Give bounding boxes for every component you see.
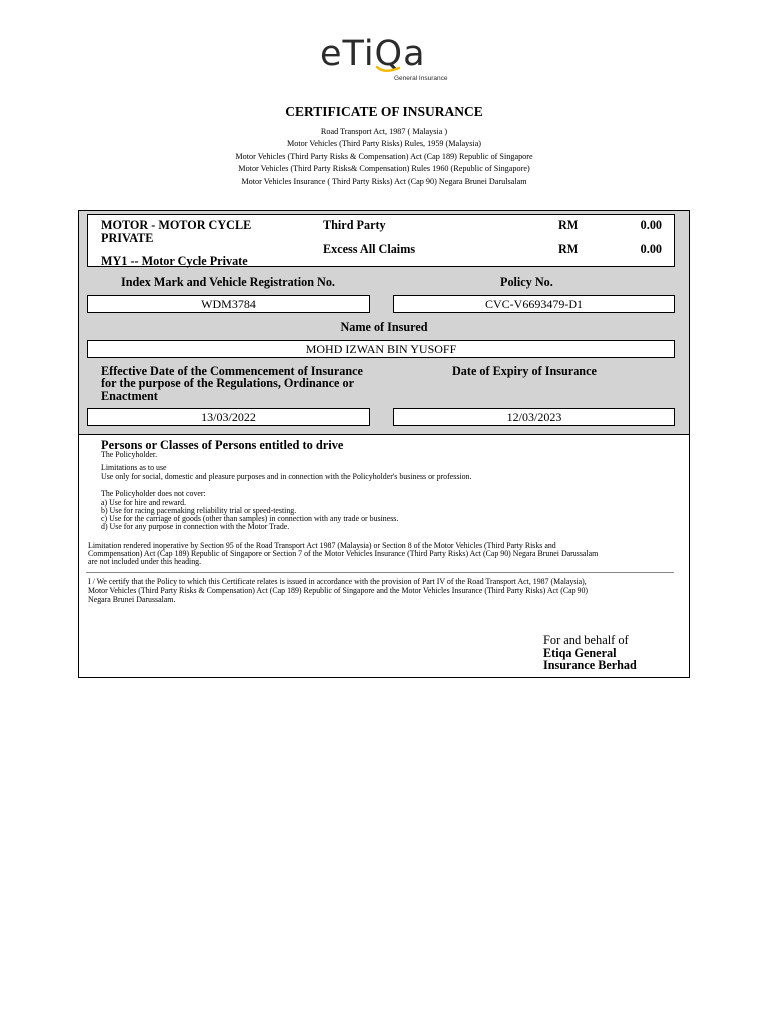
inoperative-line1: Limitation rendered inoperative by Section 95 of the Road Transport Act 1987 (Malaysia) or Section 8 of the Motor Vehicles (Third Party Risks and bbox=[88, 541, 556, 550]
exclusion-item: b) Use for racing pacemaking reliability trial or speed-testing. bbox=[101, 506, 297, 515]
effective-date-label-line2: for the purpose of the Regulations, Ordinance or bbox=[101, 376, 354, 390]
section-divider bbox=[86, 572, 674, 573]
signature-company-line1: Etiqa General bbox=[543, 646, 617, 660]
excess-amount: 0.00 bbox=[640, 242, 662, 256]
drivers-heading: Persons or Classes of Persons entitled to drive bbox=[101, 438, 344, 452]
exclusion-item: d) Use for any purpose in connection with the Motor Trade. bbox=[101, 522, 290, 531]
third-party-amount: 0.00 bbox=[640, 218, 662, 232]
expiry-date-label: Date of Expiry of Insurance bbox=[452, 364, 597, 378]
drivers-value: The Policyholder. bbox=[101, 450, 158, 459]
certify-line2: Motor Vehicles (Third Party Risks & Compensation) Act (Cap 189) Republic of Singapore and the Motor Vehicles Insurance (Third Party Risks) Act (Cap 90) bbox=[88, 586, 589, 595]
inoperative-line3: are not included under this heading. bbox=[88, 557, 202, 566]
act-line: Motor Vehicles (Third Party Risks & Compensation) Act (Cap 189) Republic of Singapore bbox=[235, 151, 533, 161]
policy-number-label: Policy No. bbox=[500, 275, 553, 289]
logo-tagline: General Insurance bbox=[394, 75, 448, 82]
act-line: Road Transport Act, 1987 ( Malaysia ) bbox=[320, 127, 448, 136]
certificate-title: CERTIFICATE OF INSURANCE bbox=[285, 104, 483, 119]
expiry-date-field: 12/03/2023 bbox=[393, 408, 675, 426]
effective-date-label-line3: Enactment bbox=[101, 389, 158, 403]
logo-swoosh-icon bbox=[376, 65, 400, 75]
act-line: Motor Vehicles (Third Party Risks) Rules, 1959 (Malaysia) bbox=[286, 139, 482, 149]
etiqa-logo bbox=[320, 34, 460, 86]
effective-date-label-line1: Effective Date of the Commencement of Insurance bbox=[101, 364, 363, 378]
excess-label: Excess All Claims bbox=[323, 242, 416, 256]
not-cover-label: The Policyholder does not cover: bbox=[101, 489, 206, 498]
act-line: Motor Vehicles (Third Party Risks& Compensation) Rules 1960 (Republic of Singapore) bbox=[238, 164, 530, 174]
certify-line3: Negara Brunei Darussalam. bbox=[88, 595, 176, 604]
insured-name-label: Name of Insured bbox=[340, 320, 428, 334]
limitations-label: Limitations as to use bbox=[101, 463, 167, 472]
acts-list bbox=[0, 126, 768, 188]
effective-date-field: 13/03/2022 bbox=[87, 408, 370, 426]
certify-line1: I / We certify that the Policy to which this Certificate relates is issued in accordance with the provision of Part IV of the Road Transport Act, 1987 (Malaysia), bbox=[88, 577, 587, 586]
cover-class-line1: MOTOR - MOTOR CYCLE bbox=[101, 218, 252, 232]
insured-name-field: MOHD IZWAN BIN YUSOFF bbox=[87, 340, 675, 358]
exclusion-item: a) Use for hire and reward. bbox=[101, 498, 187, 507]
third-party-label: Third Party bbox=[323, 218, 386, 232]
policy-number-field: CVC-V6693479-D1 bbox=[393, 295, 675, 313]
inoperative-line2: Commpensation) Act (Cap 189) Republic of Singapore or Section 7 of the Motor Vehicles Insurance (Third Party Risks) Act (Cap 90) Negara Brunei Darussalam bbox=[88, 549, 599, 558]
logo-wordmark: eTiQa bbox=[320, 34, 426, 74]
exclusion-item: c) Use for the carriage of goods (other than samples) in connection with any trade or business. bbox=[101, 514, 399, 523]
signature-company-line2: Insurance Berhad bbox=[543, 658, 637, 672]
registration-number-field: WDM3784 bbox=[87, 295, 370, 313]
act-line: Motor Vehicles Insurance ( Third Party Risks) Act (Cap 90) Negara Brunei Darulsalam bbox=[241, 176, 527, 186]
cover-class-code: MY1 -- Motor Cycle Private bbox=[101, 254, 248, 268]
limitations-text: Use only for social, domestic and pleasure purposes and in connection with the Policyholder's business or profession. bbox=[101, 472, 472, 481]
currency-excess: RM bbox=[558, 242, 579, 256]
registration-label: Index Mark and Vehicle Registration No. bbox=[121, 275, 335, 289]
signature-behalf: For and behalf of bbox=[543, 633, 629, 647]
cover-class-line2: PRIVATE bbox=[101, 231, 154, 245]
currency-third-party: RM bbox=[558, 218, 579, 232]
